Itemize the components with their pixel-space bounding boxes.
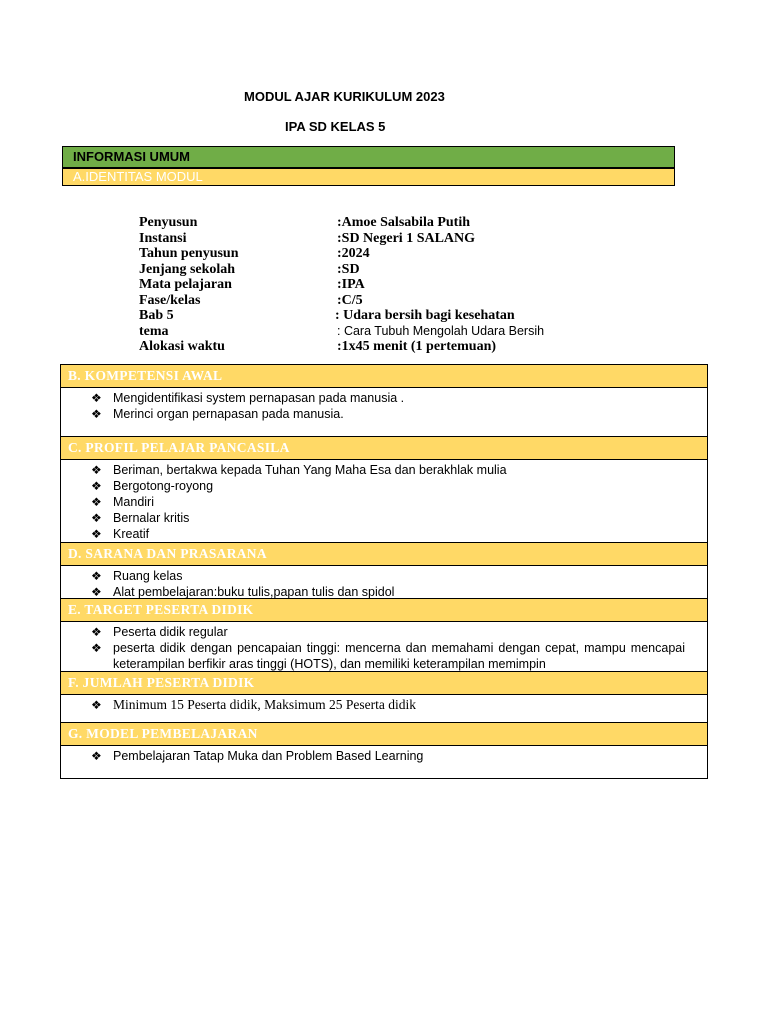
- section-heading: E. TARGET PESERTA DIDIK: [61, 599, 707, 622]
- identity-value: :IPA: [337, 277, 365, 292]
- list-item: ❖ Alat pembelajaran:buku tulis,papan tulis dan spidol: [91, 585, 395, 599]
- identity-label: Bab 5: [139, 308, 174, 323]
- list-item: ❖ Kreatif: [91, 527, 150, 541]
- section-heading: F. JUMLAH PESERTA DIDIK: [61, 672, 707, 695]
- general-info-bar: INFORMASI UMUM: [62, 146, 675, 168]
- section-jumlah-peserta: [60, 672, 708, 723]
- list-item: ❖ Mengidentifikasi system pernapasan pada manusia .: [91, 391, 405, 405]
- identity-label: Alokasi waktu: [139, 339, 225, 354]
- identity-value: :1x45 menit (1 pertemuan): [337, 339, 497, 354]
- document-subtitle: IPA SD KELAS 5: [285, 119, 386, 134]
- identity-label: Tahun penyusun: [139, 246, 239, 261]
- section-heading: C. PROFIL PELAJAR PANCASILA: [61, 437, 707, 460]
- diamond-bullet-icon: ❖: [91, 527, 102, 541]
- diamond-bullet-icon: ❖: [91, 585, 102, 599]
- identity-value: :Amoe Salsabila Putih: [337, 215, 471, 230]
- list-item: ❖ Bergotong-royong: [91, 479, 214, 493]
- diamond-bullet-icon: ❖: [91, 698, 102, 712]
- identity-value: :SD Negeri 1 SALANG: [337, 230, 476, 246]
- identity-value: : Cara Tubuh Mengolah Udara Bersih: [337, 323, 545, 338]
- list-item: ❖ Beriman, bertakwa kepada Tuhan Yang Maha Esa dan berakhlak mulia: [91, 463, 507, 477]
- list-item: ❖ Merinci organ pernapasan pada manusia.: [91, 407, 344, 421]
- section-model-pembelajaran: [60, 723, 708, 779]
- section-target-peserta: [60, 599, 708, 672]
- diamond-bullet-icon: ❖: [91, 495, 102, 509]
- list-item: ❖ peserta didik dengan pencapaian tinggi: mencerna dan memahami dengan cepat, mampu mencapai keterampilan berfikir aras tinggi (HOTS), dan memiliki keterampilan memimpin: [91, 641, 685, 671]
- list-item: ❖ Mandiri: [91, 495, 154, 509]
- diamond-bullet-icon: ❖: [91, 625, 102, 639]
- identity-label: Fase/kelas: [139, 292, 201, 308]
- identity-value: : Udara bersih bagi kesehatan: [335, 308, 515, 323]
- identity-label: Jenjang sekolah: [139, 261, 236, 277]
- identity-label: tema: [139, 323, 169, 339]
- identity-value: :2024: [337, 246, 370, 261]
- section-heading: G. MODEL PEMBELAJARAN: [61, 723, 707, 746]
- diamond-bullet-icon: ❖: [91, 569, 102, 583]
- identity-label: Mata pelajaran: [139, 277, 232, 292]
- section-heading: D. SARANA DAN PRASARANA: [61, 543, 707, 566]
- diamond-bullet-icon: ❖: [91, 391, 102, 405]
- list-item: ❖ Peserta didik regular: [91, 625, 228, 639]
- list-item: ❖ Minimum 15 Peserta didik, Maksimum 25 Peserta didik: [91, 697, 416, 712]
- identity-value: :SD: [337, 261, 360, 277]
- section-heading: B. KOMPETENSI AWAL: [61, 365, 707, 388]
- list-item: ❖ Bernalar kritis: [91, 511, 190, 525]
- diamond-bullet-icon: ❖: [91, 641, 102, 655]
- identity-label: Instansi: [139, 230, 187, 246]
- section-profil-pelajar: [60, 437, 708, 543]
- identity-label: Penyusun: [139, 215, 198, 230]
- section-sarana-prasarana: [60, 543, 708, 599]
- document-title: MODUL AJAR KURIKULUM 2023: [244, 89, 445, 104]
- diamond-bullet-icon: ❖: [91, 511, 102, 525]
- section-kompetensi-awal: [60, 364, 708, 437]
- list-item: ❖ Ruang kelas: [91, 569, 183, 583]
- diamond-bullet-icon: ❖: [91, 749, 102, 763]
- diamond-bullet-icon: ❖: [91, 407, 102, 421]
- diamond-bullet-icon: ❖: [91, 463, 102, 477]
- diamond-bullet-icon: ❖: [91, 479, 102, 493]
- list-item: ❖ Pembelajaran Tatap Muka dan Problem Based Learning: [91, 749, 424, 763]
- identity-value: :C/5: [337, 292, 363, 308]
- module-identity-bar: A.IDENTITAS MODUL: [62, 168, 675, 186]
